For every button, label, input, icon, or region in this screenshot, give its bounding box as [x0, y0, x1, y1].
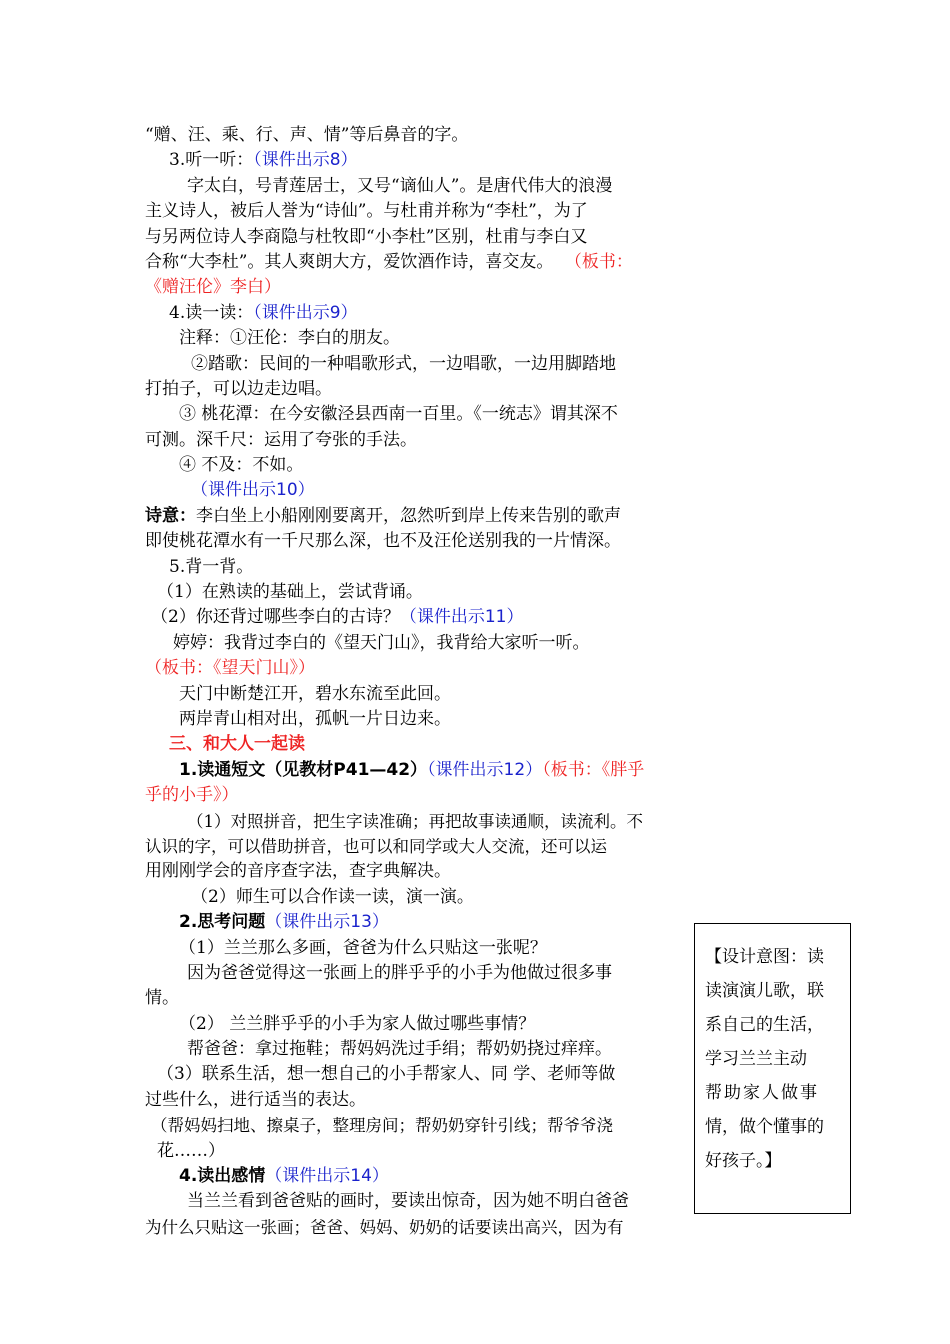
design-intent-line: 学习兰兰主动 — [705, 1049, 807, 1069]
text-line — [145, 504, 675, 529]
text-run: 4.读一读： — [169, 302, 254, 323]
text-line: 打拍子，可以边走边唱。 — [145, 378, 332, 399]
design-intent-line: 【设计意图：读 — [705, 947, 824, 967]
courseware-note: （课件出示8） — [253, 150, 358, 171]
text-line: 花……） — [157, 1140, 225, 1161]
board-note: （板书：《胖乎 — [542, 759, 645, 780]
section-heading — [145, 758, 675, 783]
board-note: （板书：《望天门山》） — [145, 658, 315, 679]
text-line: （帮妈妈扫地、擦桌子，整理房间；帮奶奶穿针引线；帮爷爷浇 — [151, 1116, 613, 1136]
text-line: 为什么只贴这一张画；爸爸、妈妈、奶奶的话要读出高兴，因为有 — [145, 1217, 624, 1237]
courseware-note: （课件出示12） — [427, 759, 543, 780]
text-line: 字太白，号青莲居士，又号“谪仙人”。是唐代伟大的浪漫 — [187, 175, 613, 196]
poem-meaning-label: 诗意： — [145, 505, 196, 526]
text-line: 当兰兰看到爸爸贴的画时，要读出惊奇，因为她不明白爸爸 — [187, 1191, 629, 1212]
board-note: 《赠汪伦》李白） — [145, 277, 281, 298]
text-line: 与另两位诗人李商隐与杜牧即“小李杜”区别，杜甫与李白又 — [145, 226, 588, 247]
text-line: （1）对照拼音，把生字读准确；再把故事读通顺，读流利。不 — [187, 811, 643, 831]
design-intent-line: 情，做个懂事的 — [705, 1117, 824, 1137]
courseware-note: （课件出示10） — [191, 480, 315, 501]
text-line: （1）兰兰那么多画，爸爸为什么只贴这一张呢？ — [179, 937, 547, 958]
text-line: 主义诗人，被后人誉为“诗仙”。与杜甫并称为“李杜”，为了 — [145, 201, 588, 222]
board-note: 乎的小手》） — [145, 785, 239, 806]
design-intent-line: 帮助家人做事 — [705, 1083, 819, 1103]
text-line: 因为爸爸觉得这一张画上的胖乎乎的小手为他做过很多事 — [187, 962, 612, 983]
text-line: ②踏歌：民间的一种唱歌形式，一边唱歌，一边用脚踏地 — [191, 353, 616, 374]
text-line: 情。 — [145, 988, 179, 1009]
text-line — [145, 605, 675, 630]
section-title: 三、和大人一起读 — [169, 734, 305, 755]
text-run: （2）你还背过哪些李白的古诗？ — [151, 607, 400, 628]
text-run: 李白坐上小船刚刚要离开，忽然听到岸上传来告别的歌声 — [196, 505, 621, 526]
courseware-note: （课件出示13） — [265, 912, 389, 933]
text-line — [145, 250, 675, 275]
text-line: 帮爸爸：拿过拖鞋；帮妈妈洗过手绢；帮奶奶挠过痒痒。 — [187, 1039, 612, 1060]
text-line: 婷婷：我背过李白的《望天门山》，我背给大家听一听。 — [173, 632, 590, 653]
text-run: 合称“大李杜”。其人爽朗大方，爱饮酒作诗，喜交友。 — [145, 251, 554, 272]
text-line: （1）在熟读的基础上，尝试背诵。 — [157, 582, 423, 603]
text-run: 1.读通短文（见教材P41—42） — [179, 759, 428, 780]
main-text-column — [145, 123, 675, 1240]
section-heading: 5.背一背。 — [169, 556, 254, 577]
text-line: 过些什么，进行适当的表达。 — [145, 1089, 366, 1110]
text-line: （3）联系生活，想一想自己的小手帮家人、同 学、老师等做 — [157, 1064, 616, 1085]
design-intent-line: 读演演儿歌，联 — [705, 981, 824, 1001]
text-line: ④ 不及：不如。 — [179, 455, 304, 476]
courseware-note: （课件出示11） — [399, 607, 524, 628]
text-line: ③ 桃花潭：在今安徽泾县西南一百里。《一统志》谓其深不 — [179, 404, 618, 425]
courseware-note: （课件出示9） — [253, 302, 358, 323]
section-heading — [145, 301, 675, 326]
board-note: （板书： — [573, 251, 633, 272]
text-line: （2）师生可以合作读一读，演一演。 — [191, 886, 474, 907]
poem-line: 两岸青山相对出，孤帆一片日边来。 — [179, 708, 451, 729]
poem-line: 天门中断楚江开，碧水东流至此回。 — [179, 683, 451, 704]
text-line: （2） 兰兰胖乎乎的小手为家人做过哪些事情？ — [179, 1013, 536, 1034]
text-run: 2.思考问题 — [179, 912, 266, 933]
text-line: 即使桃花潭水有一千尺那么深，也不及汪伦送别我的一片情深。 — [145, 531, 621, 552]
text-line: 认识的字，可以借助拼音，也可以和同学或大人交流，还可以运 — [145, 836, 607, 856]
text-line: “赠、汪、乘、行、声、情”等后鼻音的字。 — [145, 125, 469, 145]
text-line: 用刚刚学会的音序查字法，查字典解决。 — [145, 861, 451, 882]
text-run: 4.读出感情 — [179, 1166, 266, 1187]
text-line: 注释：①汪伦：李白的朋友。 — [179, 328, 400, 349]
section-heading — [145, 910, 675, 935]
design-intent-box — [694, 923, 851, 1214]
text-line: 可测。深千尺：运用了夸张的手法。 — [145, 429, 417, 450]
section-heading — [145, 1164, 675, 1189]
design-intent-line: 好孩子。】 — [705, 1151, 782, 1171]
section-heading — [145, 148, 675, 173]
text-run: 3.听一听： — [169, 150, 254, 171]
courseware-note: （课件出示14） — [265, 1166, 389, 1187]
design-intent-line: 系自己的生活， — [705, 1015, 824, 1035]
